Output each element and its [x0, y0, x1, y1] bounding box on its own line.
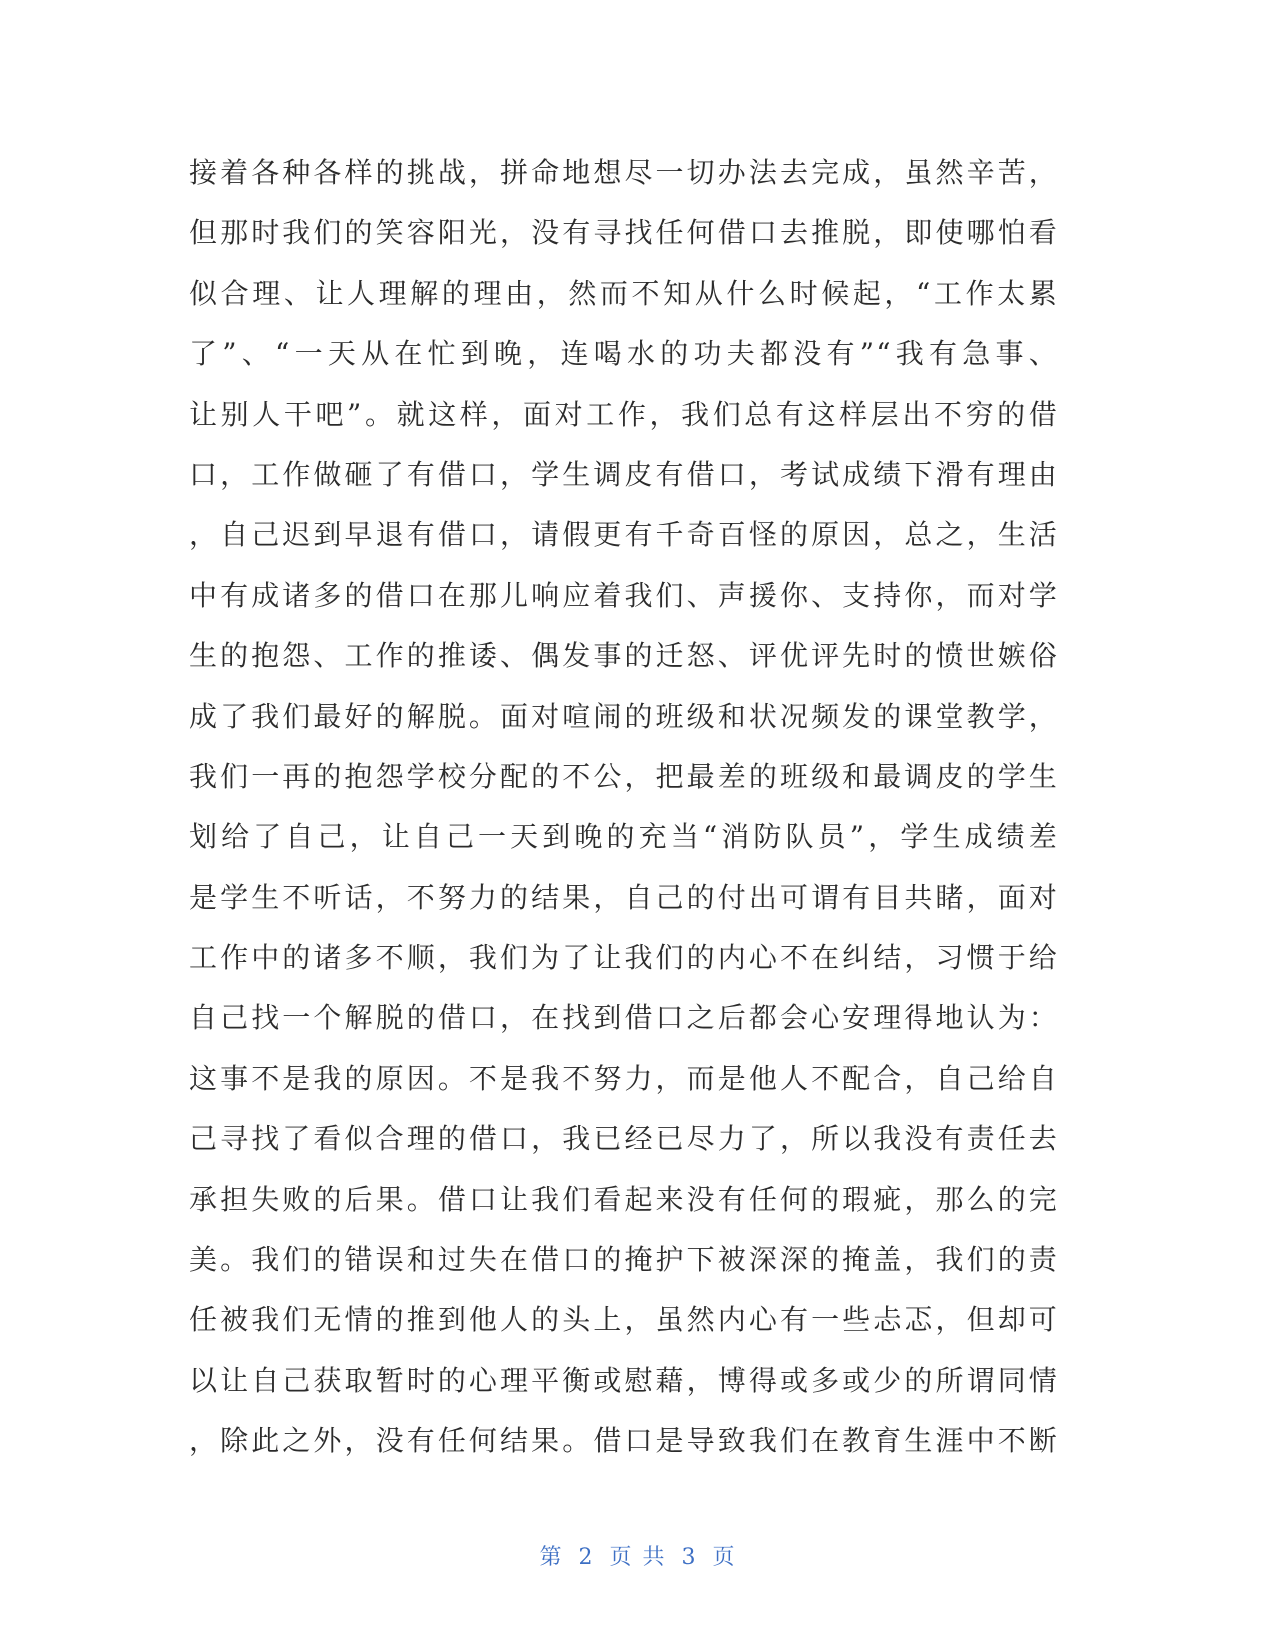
total-page-count: 3 — [681, 1545, 697, 1570]
text-line: 我们一再的抱怨学校分配的不公，把最差的班级和最调皮的学生 — [189, 759, 1059, 793]
page-footer — [0, 1540, 1275, 1571]
footer-suffix: 页 — [712, 1545, 736, 1570]
text-line: 工作中的诸多不顺，我们为了让我们的内心不在纠结，习惯于给 — [189, 941, 1059, 975]
text-line: 中有成诸多的借口在那儿响应着我们、声援你、支持你，而对学 — [189, 578, 1059, 612]
text-line: 但那时我们的笑容阳光，没有寻找任何借口去推脱，即使哪怕看 — [189, 216, 1059, 250]
text-line: 让别人干吧”。就这样，面对工作，我们总有这样层出不穷的借 — [189, 397, 1059, 431]
text-line: 生的抱怨、工作的推诿、偶发事的迁怒、评优评先时的愤世嫉俗 — [189, 639, 1059, 673]
text-line: 划给了自己，让自己一天到晚的充当“消防队员”，学生成绩差 — [189, 820, 1059, 854]
text-line: ，自己迟到早退有借口，请假更有千奇百怪的原因，总之，生活 — [189, 518, 1059, 552]
text-line: 是学生不听话，不努力的结果，自己的付出可谓有目共睹，面对 — [189, 880, 1059, 914]
text-line: 自己找一个解脱的借口，在找到借口之后都会心安理得地认为： — [189, 1001, 1059, 1035]
text-line: 了”、“一天从在忙到晚，连喝水的功夫都没有”“我有急事、 — [189, 337, 1059, 371]
footer-mid-label: 页 共 — [609, 1545, 666, 1570]
text-line: 这事不是我的原因。不是我不努力，而是他人不配合，自己给自 — [189, 1061, 1059, 1095]
text-line: 口，工作做砸了有借口，学生调皮有借口，考试成绩下滑有理由 — [189, 457, 1059, 491]
current-page-number: 2 — [578, 1545, 594, 1570]
text-line: 成了我们最好的解脱。面对喧闹的班级和状况频发的课堂教学， — [189, 699, 1059, 733]
footer-prefix: 第 — [539, 1545, 563, 1570]
text-line: 以让自己获取暂时的心理平衡或慰藉，博得或多或少的所谓同情 — [189, 1363, 1059, 1397]
body-text — [189, 143, 1059, 1472]
text-line: 美。我们的错误和过失在借口的掩护下被深深的掩盖，我们的责 — [189, 1243, 1059, 1277]
text-line: ，除此之外，没有任何结果。借口是导致我们在教育生涯中不断 — [189, 1424, 1059, 1458]
text-line: 任被我们无情的推到他人的头上，虽然内心有一些忐忑，但却可 — [189, 1303, 1059, 1337]
text-line: 承担失败的后果。借口让我们看起来没有任何的瑕疵，那么的完 — [189, 1182, 1059, 1216]
text-line: 接着各种各样的挑战，拼命地想尽一切办法去完成，虽然辛苦， — [189, 156, 1059, 189]
text-line: 己寻找了看似合理的借口，我已经已尽力了，所以我没有责任去 — [189, 1122, 1059, 1156]
text-line: 似合理、让人理解的理由，然而不知从什么时候起，“工作太累 — [189, 276, 1059, 310]
